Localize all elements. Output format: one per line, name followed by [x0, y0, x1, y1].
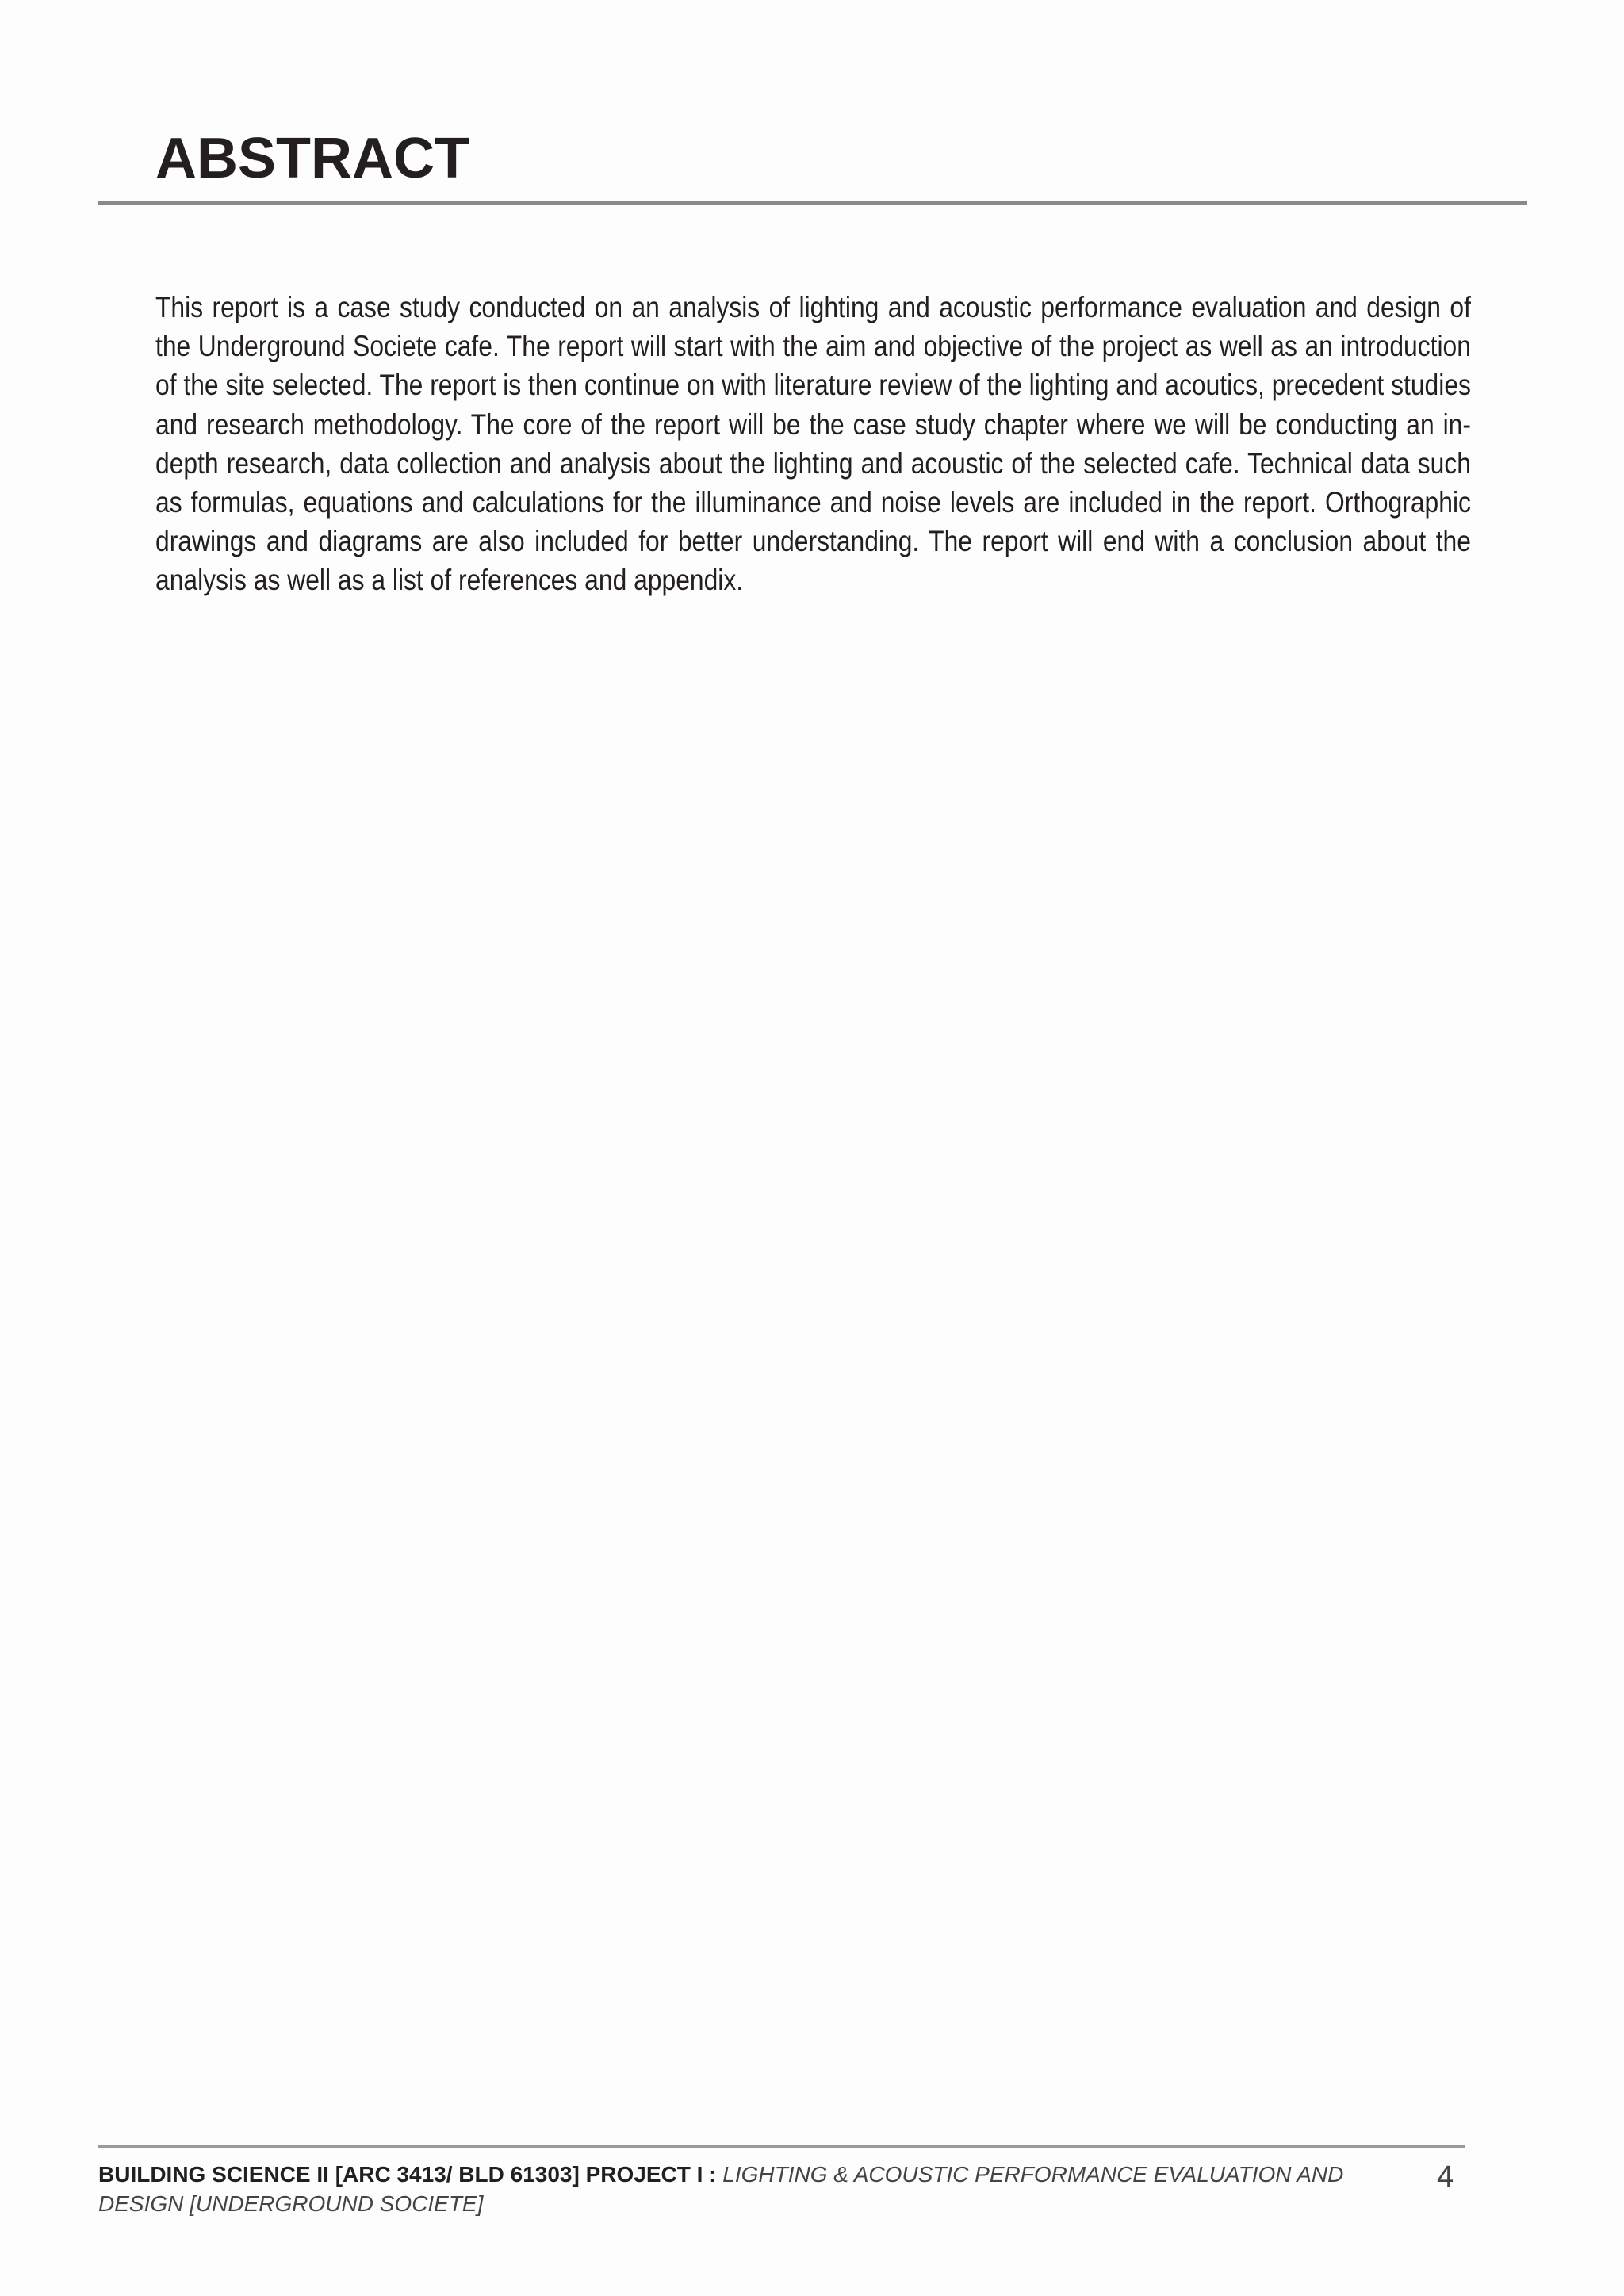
footer-divider — [98, 2145, 1465, 2148]
footer-project-subtitle: LIGHTING & ACOUSTIC PERFORMANCE EVALUATION AND DESIGN [UNDERGROUND SOCIETE] — [98, 2162, 1344, 2216]
footer-course-label: BUILDING SCIENCE II [ARC 3413/ BLD 61303] PROJECT I : — [98, 2162, 717, 2187]
footer-text — [98, 2160, 1431, 2218]
abstract-paragraph: This report is a case study conducted on an analysis of lighting and acoustic performance evaluation and design of the Underground Societe cafe. The report will start with the aim and objective of the project as well as an introduction of the site selected. The report is then continue on with literature review of the lighting and acoutics, precedent studies and research methodology. The core of the report will be the case study chapter where we will be conducting an in-depth research, data collection and analysis about the lighting and acoustic of the selected cafe. Technical data such as formulas, equations and calculations for the illuminance and noise levels are included in the report. Orthographic drawings and diagrams are also included for better understanding. The report will end with a conclusion about the analysis as well as a list of references and appendix. — [155, 291, 1471, 597]
page-title: ABSTRACT — [155, 127, 469, 190]
title-divider — [98, 201, 1527, 205]
page-number: 4 — [1437, 2160, 1454, 2194]
